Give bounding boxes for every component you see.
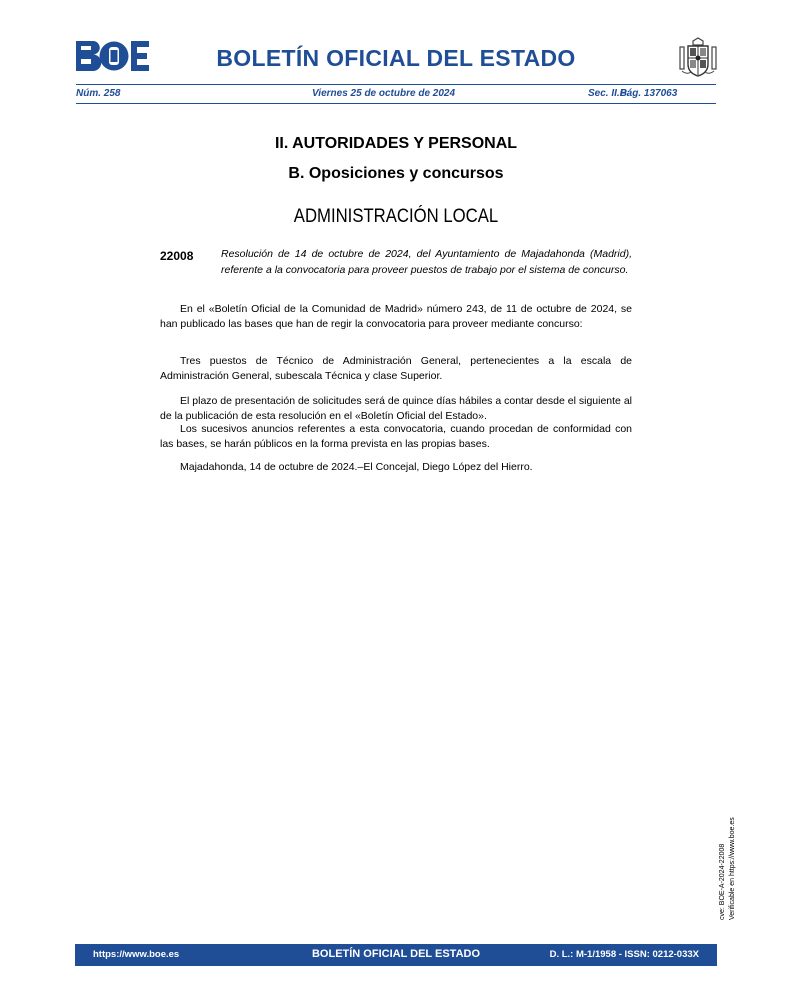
coat-of-arms-icon [679,37,717,79]
section-code: Sec. II.B. [588,88,630,99]
subheader-rule [76,103,716,104]
boe-logo [76,41,149,71]
announcement-number: 22008 [160,249,194,263]
cve-side-note [718,760,738,920]
masthead-title: BOLETÍN OFICIAL DEL ESTADO [216,45,576,71]
signature-line: Majadahonda, 14 de octubre de 2024.–El Concejal, Diego López del Hierro. [180,461,533,473]
announcement-title: Resolución de 14 de octubre de 2024, del Ayuntamiento de Majadahonda (Madrid), referente a la convocatoria para proveer puestos de trabajo por el sistema de concurso. [221,248,632,276]
cve-code: cve: BOE-A-2024-22008 [719,843,726,920]
verify-link[interactable]: Verificable en https://www.boe.es [729,817,736,920]
issue-date: Viernes 25 de octubre de 2024 [312,88,456,99]
footer-title: BOLETÍN OFICIAL DEL ESTADO [311,948,481,960]
footer-bar [75,944,717,966]
body-paragraph: El plazo de presentación de solicitudes será de quince días hábiles a contar desde el siguiente al de la publicación de esta resolución en el «Boletín Oficial del Estado». [160,395,632,422]
header-rule [76,84,716,85]
section-title: II. AUTORIDADES Y PERSONAL [274,135,518,152]
footer-legal: D. L.: M-1/1958 - ISSN: 0212-033X [549,949,699,960]
authority-heading: ADMINISTRACIÓN LOCAL [293,206,499,227]
body-paragraph: Tres puestos de Técnico de Administración General, pertenecientes a la escala de Administración General, subescala Técnica y clase Superior. [160,355,632,382]
body-paragraph: Los sucesivos anuncios referentes a esta convocatoria, cuando procedan de conformidad con las bases, se harán públicos en la forma prevista en las propias bases. [160,423,632,450]
issue-number: Núm. 258 [76,88,121,99]
body-paragraph: En el «Boletín Oficial de la Comunidad de Madrid» número 243, de 11 de octubre de 2024, se han publicado las bases que han de regir la convocatoria para proveer mediante concurso: [160,303,632,330]
footer-url-link[interactable]: https://www.boe.es [93,949,180,960]
page-number: Pág. 137063 [620,88,678,99]
subsection-title: B. Oposiciones y concursos [288,165,504,182]
